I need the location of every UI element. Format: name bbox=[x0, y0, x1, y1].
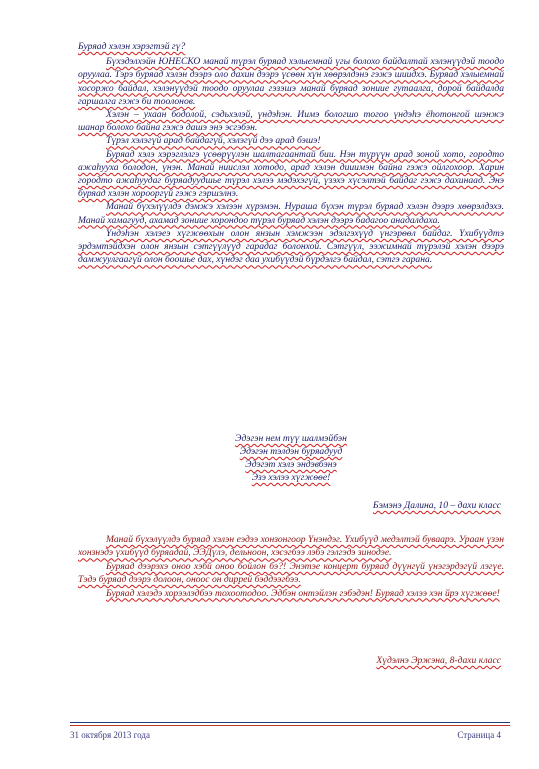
news-paragraph: Буряад хэлэдэ хорээлэдбээ тохоотодоо. Эдбэн онтэйлэн гэбэдэн! Буряад хэлээ хэн йрэ хүгжөөе! bbox=[106, 587, 500, 599]
essay-paragraph: Хэлэн – ухаан бодолой, сэдьхэлэй, үндэһэн. Иимэ бологшо тогоо үндэһэ ёһотонгой шэнжэ шанар болохо байна гэжэ дашэ энэ эсгэбэн. bbox=[78, 109, 504, 134]
footer-page-number: Страница 4 bbox=[457, 730, 501, 740]
poem bbox=[78, 432, 504, 484]
poem-line: Эзэ хэлээ хүгжөөе! bbox=[251, 472, 331, 483]
news-paragraph: Буряад дээрэхэ оноо хэбй оноо бойлон бэ?! Энэтэе концерт буряад дүүнгүй үнэгэрдэгүй лэгүе. Тэдэ буряад дээрэ долоон, оноос он диррей бэддээгбээ. bbox=[78, 560, 504, 586]
essay-section bbox=[78, 40, 504, 266]
news-paragraph: Манай бүхэлүүлдэ буряад хэлэн еэдээ хонзонгоор Үнэндэг. Үхибүүд медэлтэй буваарэ. Ураан үзэн хонзнэдэ үхибүүд буряадай, ЭЭДүлэ, дельноон, хэсэгбээ лэбэ гэлгэдэ зинодэе. bbox=[78, 534, 504, 559]
school-news-section bbox=[78, 533, 504, 600]
essay-paragraph: Манай бүхэлүүлдэ дэмжэ хэлээн хүрэмэн. Нураша бүхэн түрэл буряад хэлэн дээрэ хөөрэлдэхэ. Манай хамагууд, ахамад зониие хорондоо түрэл буряад хэлэн дээрэ бадагоо анадалдаха. bbox=[78, 201, 504, 226]
poem-line: Эдэгэн тэлдэн буряадууд bbox=[239, 446, 343, 457]
essay-paragraph: Түрэл хэлэгүй арад байдагүй, хэлэгүй дээ арад бэшэ! bbox=[106, 135, 321, 147]
footer-date: 31 октября 2013 года bbox=[70, 730, 150, 740]
essay-paragraph: Буряад хэлэ хэрэглэлгэ үсөөрүүлэн шалтагаантай бии. Нэн түрүүн арад зоной хото, городто ажаһууха болодон, үнэн. Манай ниислэл хотодо, арад хэлэн дииимэн байна гэжэ ойлгохоор. Харин городто ажаһуудаг буряадуудшье түрэл хэлээ мэдэхэгүй, үзэхэ хүсэлтэй байдаг гэжэ дахинаад. Энэ буряад хэлэн хорооргүй гэжэ гэршэлнэ. bbox=[78, 148, 504, 200]
essay-author: Бэмэнэ Далина, 10 – дахи класс bbox=[372, 500, 501, 511]
footer-divider-red bbox=[70, 725, 510, 726]
footer-divider-blue bbox=[70, 722, 510, 723]
essay-paragraph: Бүхэдэлхэйн ЮНЕСКО манай түрэл буряад хэлыемнай үгы болохо байдалтай хэлэнүүдэй тоодо оруулаа. Тэрэ буряад хэлэн дээрэ оло дахин дээрэ үсөөн хүн хөөрэлдэнэ гэжэ шиидхэ. Буряад хэлыемнай хосоржо байдал, хэлэнүүдэй тоодо оруулаа гэзэшэ манай буряад зониие гутаалга, дорой байдалда гаршалга гэжэ би тоолонов. bbox=[78, 56, 504, 107]
essay-paragraph: Үндэһэн хэлэеэ хүгжөөхын олон янзын хэмжээн эдэлгэхүүд үнгэрөөл байдаг. Үхибүүдтэ эрдэмтэйдхэн олон янзын сэтгүүлүүд гарадаг болонхой. Сэтгүүл, ээжимнай түрэлэй хэлэн дээрэ дамжуулгаагүй олон боошье дах, хүндэг даа ухибүүдэй бүрдэлгэ байдал, сэтгэ гарана. bbox=[78, 227, 504, 266]
poem-line: Эдэгэн нем түү шалмэйбэн bbox=[235, 433, 347, 444]
poem-line: Эдэгэт хэлэ эндэвбэнэ bbox=[245, 459, 337, 470]
news-author: Хүдэлнэ Эржэна, 8-дахи класс bbox=[376, 655, 501, 666]
essay-title: Буряад хэлэн хэрэгтэй гү? bbox=[78, 41, 186, 52]
